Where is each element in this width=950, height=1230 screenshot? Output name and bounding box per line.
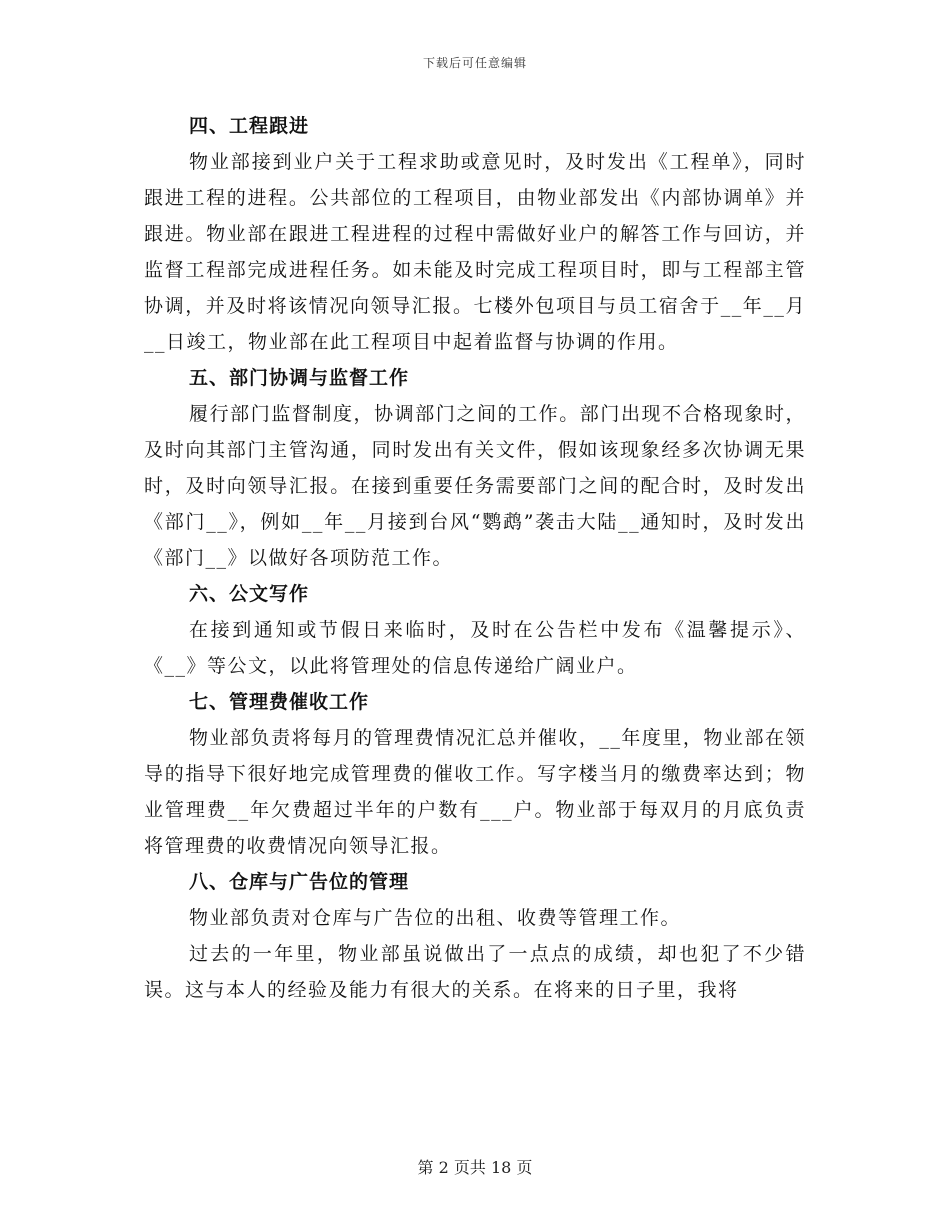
section-paragraph: 在接到通知或节假日来临时，及时在公告栏中发布《温馨提示》、《__》等公文，以此将管理处的信息传递给广阔业户。 <box>144 619 806 677</box>
section-heading: 五、部门协调与监督工作 <box>189 367 410 389</box>
section-paragraph: 过去的一年里，物业部虽说做出了一点点的成绩，却也犯了不少错误。这与本人的经验及能力有很大的关系。在将来的日子里，我将 <box>144 943 806 1001</box>
header-note: 下载后可任意编辑 <box>422 56 527 70</box>
section-heading: 六、公文写作 <box>189 583 310 605</box>
document-body <box>144 108 806 1008</box>
section-warehouse-advertising <box>144 864 806 1008</box>
section-heading: 七、管理费催收工作 <box>189 691 370 713</box>
section-department-coordination <box>144 360 806 576</box>
page-footer: 第 2 页共 18 页 <box>417 1158 533 1177</box>
section-fee-collection <box>144 684 806 864</box>
section-heading: 四、工程跟进 <box>189 115 310 137</box>
section-paragraph: 物业部负责将每月的管理费情况汇总并催收，__年度里，物业部在领导的指导下很好地完成管理费的催收工作。写字楼当月的缴费率达到；物业管理费__年欠费超过半年的户数有___户。物业部于每双月的月底负责将管理费的收费情况向领导汇报。 <box>144 727 806 857</box>
section-official-writing <box>144 576 806 684</box>
section-engineering-followup <box>144 108 806 360</box>
section-paragraph: 物业部负责对仓库与广告位的出租、收费等管理工作。 <box>189 907 682 929</box>
section-heading: 八、仓库与广告位的管理 <box>189 871 410 893</box>
section-paragraph: 物业部接到业户关于工程求助或意见时，及时发出《工程单》，同时跟进工程的进程。公共部位的工程项目，由物业部发出《内部协调单》并跟进。物业部在跟进工程进程的过程中需做好业户的解答工作与回访，并监督工程部完成进程任务。如未能及时完成工程项目时，即与工程部主管协调，并及时将该情况向领导汇报。七楼外包项目与员工宿舍于__年__月__日竣工，物业部在此工程项目中起着监督与协调的作用。 <box>144 151 806 353</box>
section-paragraph: 履行部门监督制度，协调部门之间的工作。部门出现不合格现象时，及时向其部门主管沟通，同时发出有关文件，假如该现象经多次协调无果时，及时向领导汇报。在接到重要任务需要部门之间的配合时，及时发出《部门__》，例如__年__月接到台风“鹦鹉”袭击大陆__通知时，及时发出《部门__》以做好各项防范工作。 <box>144 403 806 569</box>
